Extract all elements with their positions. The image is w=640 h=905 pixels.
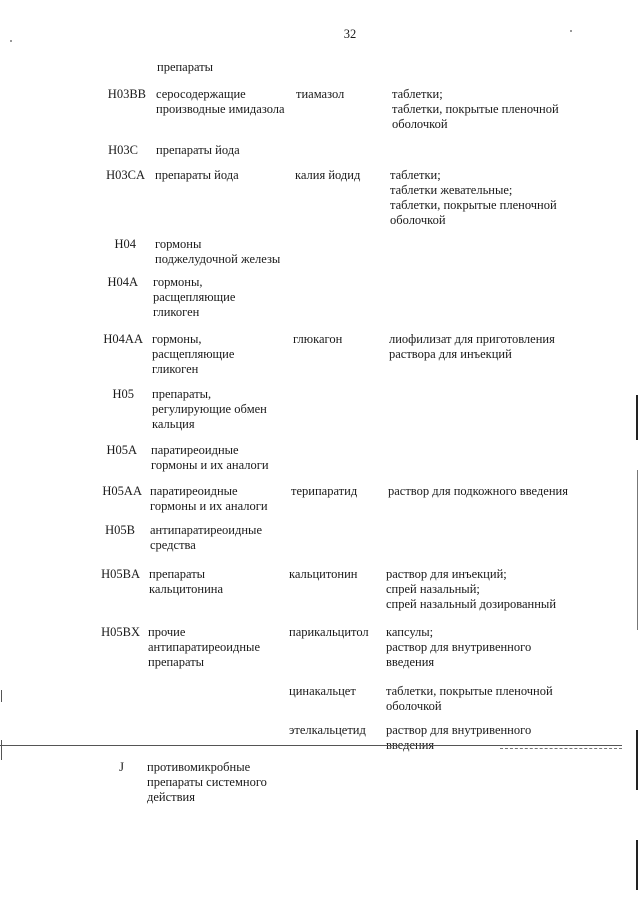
dosage-form-line: таблетки жевательные;: [390, 183, 513, 197]
dosage-form-line: таблетки, покрытые пленочной: [392, 102, 559, 116]
anatomical-therapeutic-group: [151, 443, 269, 473]
atc-code: H04: [114, 237, 136, 251]
group-name-line: средства: [150, 538, 196, 552]
dosage-form-line: спрей назальный;: [386, 582, 480, 596]
drug-name: цинакальцет: [289, 684, 356, 698]
dosage-forms: [388, 484, 568, 499]
group-name-line: гормоны и их аналоги: [151, 458, 269, 472]
group-name-line: препараты: [148, 655, 205, 669]
dosage-forms: [386, 684, 553, 714]
table-bottom-rule: [0, 745, 622, 746]
atc-code: H05B: [105, 523, 135, 537]
dosage-forms: [386, 567, 556, 612]
group-name-line: антипаратиреоидные: [148, 640, 260, 654]
group-name-line: паратиреоидные: [151, 443, 239, 457]
drug-name: парикальцитол: [289, 625, 369, 639]
group-name-line: серосодержащие: [156, 87, 246, 101]
dosage-form-line: таблетки, покрытые пленочной: [390, 198, 557, 212]
atc-code: H03BB: [107, 87, 146, 101]
dosage-form-line: таблетки;: [392, 87, 443, 101]
dosage-forms: [389, 332, 555, 362]
group-name-line: гликоген: [152, 362, 199, 376]
atc-code: H03C: [108, 143, 138, 157]
anatomical-therapeutic-group: [150, 523, 262, 553]
anatomical-therapeutic-group: [149, 567, 223, 597]
dosage-form-line: раствор для подкожного введения: [388, 484, 568, 498]
group-name-line: расщепляющие: [152, 347, 235, 361]
dosage-form-line: оболочкой: [386, 699, 442, 713]
dosage-forms: [392, 87, 559, 132]
dosage-form-line: таблетки;: [390, 168, 441, 182]
group-name-line: поджелудочной железы: [155, 252, 281, 266]
page-number: 32: [343, 27, 357, 41]
drug-name: глюкагон: [293, 332, 343, 346]
group-name-line: противомикробные: [147, 760, 251, 774]
anatomical-therapeutic-group: [156, 143, 240, 158]
group-name-line: гликоген: [153, 305, 200, 319]
atc-code: H05: [112, 387, 134, 401]
scan-speck: [570, 30, 572, 32]
group-name-line: препараты системного: [147, 775, 267, 789]
atc-code: H03CA: [106, 168, 145, 182]
group-name-line: кальция: [152, 417, 195, 431]
anatomical-therapeutic-group: [148, 625, 260, 670]
dosage-form-line: лиофилизат для приготовления: [389, 332, 555, 346]
drug-name: кальцитонин: [289, 567, 358, 581]
group-name-line: препараты йода: [155, 168, 239, 182]
group-name-line: гормоны: [155, 237, 202, 251]
drug-name: терипаратид: [291, 484, 358, 498]
group-name-line: действия: [147, 790, 195, 804]
dosage-forms: [386, 625, 531, 670]
group-name-line: расщепляющие: [153, 290, 236, 304]
anatomical-therapeutic-group: [153, 275, 235, 320]
anatomical-therapeutic-group: [150, 484, 268, 514]
drug-name: этелкальцетид: [289, 723, 366, 737]
group-name-line: кальцитонина: [149, 582, 224, 596]
atc-code: H05BX: [101, 625, 140, 639]
group-name-line: препараты,: [152, 387, 212, 401]
dosage-form-line: спрей назальный дозированный: [386, 597, 557, 611]
dosage-form-line: таблетки, покрытые пленочной: [386, 684, 553, 698]
atc-code: H04AA: [103, 332, 143, 346]
dosage-form-line: раствор для инъекций;: [386, 567, 507, 581]
group-name-line: паратиреоидные: [150, 484, 238, 498]
group-name-line: препараты: [157, 60, 214, 74]
group-name-line: препараты: [149, 567, 206, 581]
dosage-form-line: оболочкой: [392, 117, 448, 131]
dosage-form-line: раствора для инъекций: [389, 347, 512, 361]
group-name-line: производные имидазола: [156, 102, 285, 116]
scan-edge-mark: [1, 740, 2, 760]
dosage-form-line: раствор для внутривенного: [386, 640, 532, 654]
group-name-line: препараты йода: [156, 143, 240, 157]
dosage-forms: [390, 168, 557, 228]
atc-code: H05A: [106, 443, 137, 457]
scan-edge-mark: [636, 730, 638, 790]
scan-edge-mark: [636, 840, 638, 890]
group-name-line: гормоны,: [153, 275, 203, 289]
group-name-line: прочие: [148, 625, 186, 639]
drug-name: калия йодид: [295, 168, 361, 182]
scan-edge-mark: [637, 470, 638, 630]
scan-edge-mark: [1, 690, 2, 702]
anatomical-therapeutic-group: [152, 332, 234, 377]
atc-code: H05BA: [101, 567, 140, 581]
anatomical-therapeutic-group: [155, 237, 280, 267]
scan-speck: [10, 40, 12, 42]
anatomical-therapeutic-group: [156, 87, 285, 117]
anatomical-therapeutic-group: [152, 387, 267, 432]
atc-code: H05AA: [102, 484, 142, 498]
drug-name: тиамазол: [296, 87, 345, 101]
anatomical-therapeutic-group: [155, 168, 239, 183]
group-name-line: гормоны и их аналоги: [150, 499, 268, 513]
group-name-line: регулирующие обмен: [152, 402, 267, 416]
scan-artifact-rule: [500, 748, 622, 749]
dosage-form-line: введения: [386, 655, 435, 669]
dosage-form-line: введения: [386, 738, 435, 752]
group-name-line: гормоны,: [152, 332, 202, 346]
dosage-form-line: оболочкой: [390, 213, 446, 227]
scan-edge-mark: [636, 395, 638, 440]
atc-code: H04A: [107, 275, 138, 289]
anatomical-therapeutic-group: [157, 60, 213, 75]
group-name-line: антипаратиреоидные: [150, 523, 262, 537]
anatomical-therapeutic-group: [147, 760, 267, 805]
atc-code: J: [119, 760, 124, 774]
dosage-form-line: раствор для внутривенного: [386, 723, 532, 737]
dosage-form-line: капсулы;: [386, 625, 434, 639]
